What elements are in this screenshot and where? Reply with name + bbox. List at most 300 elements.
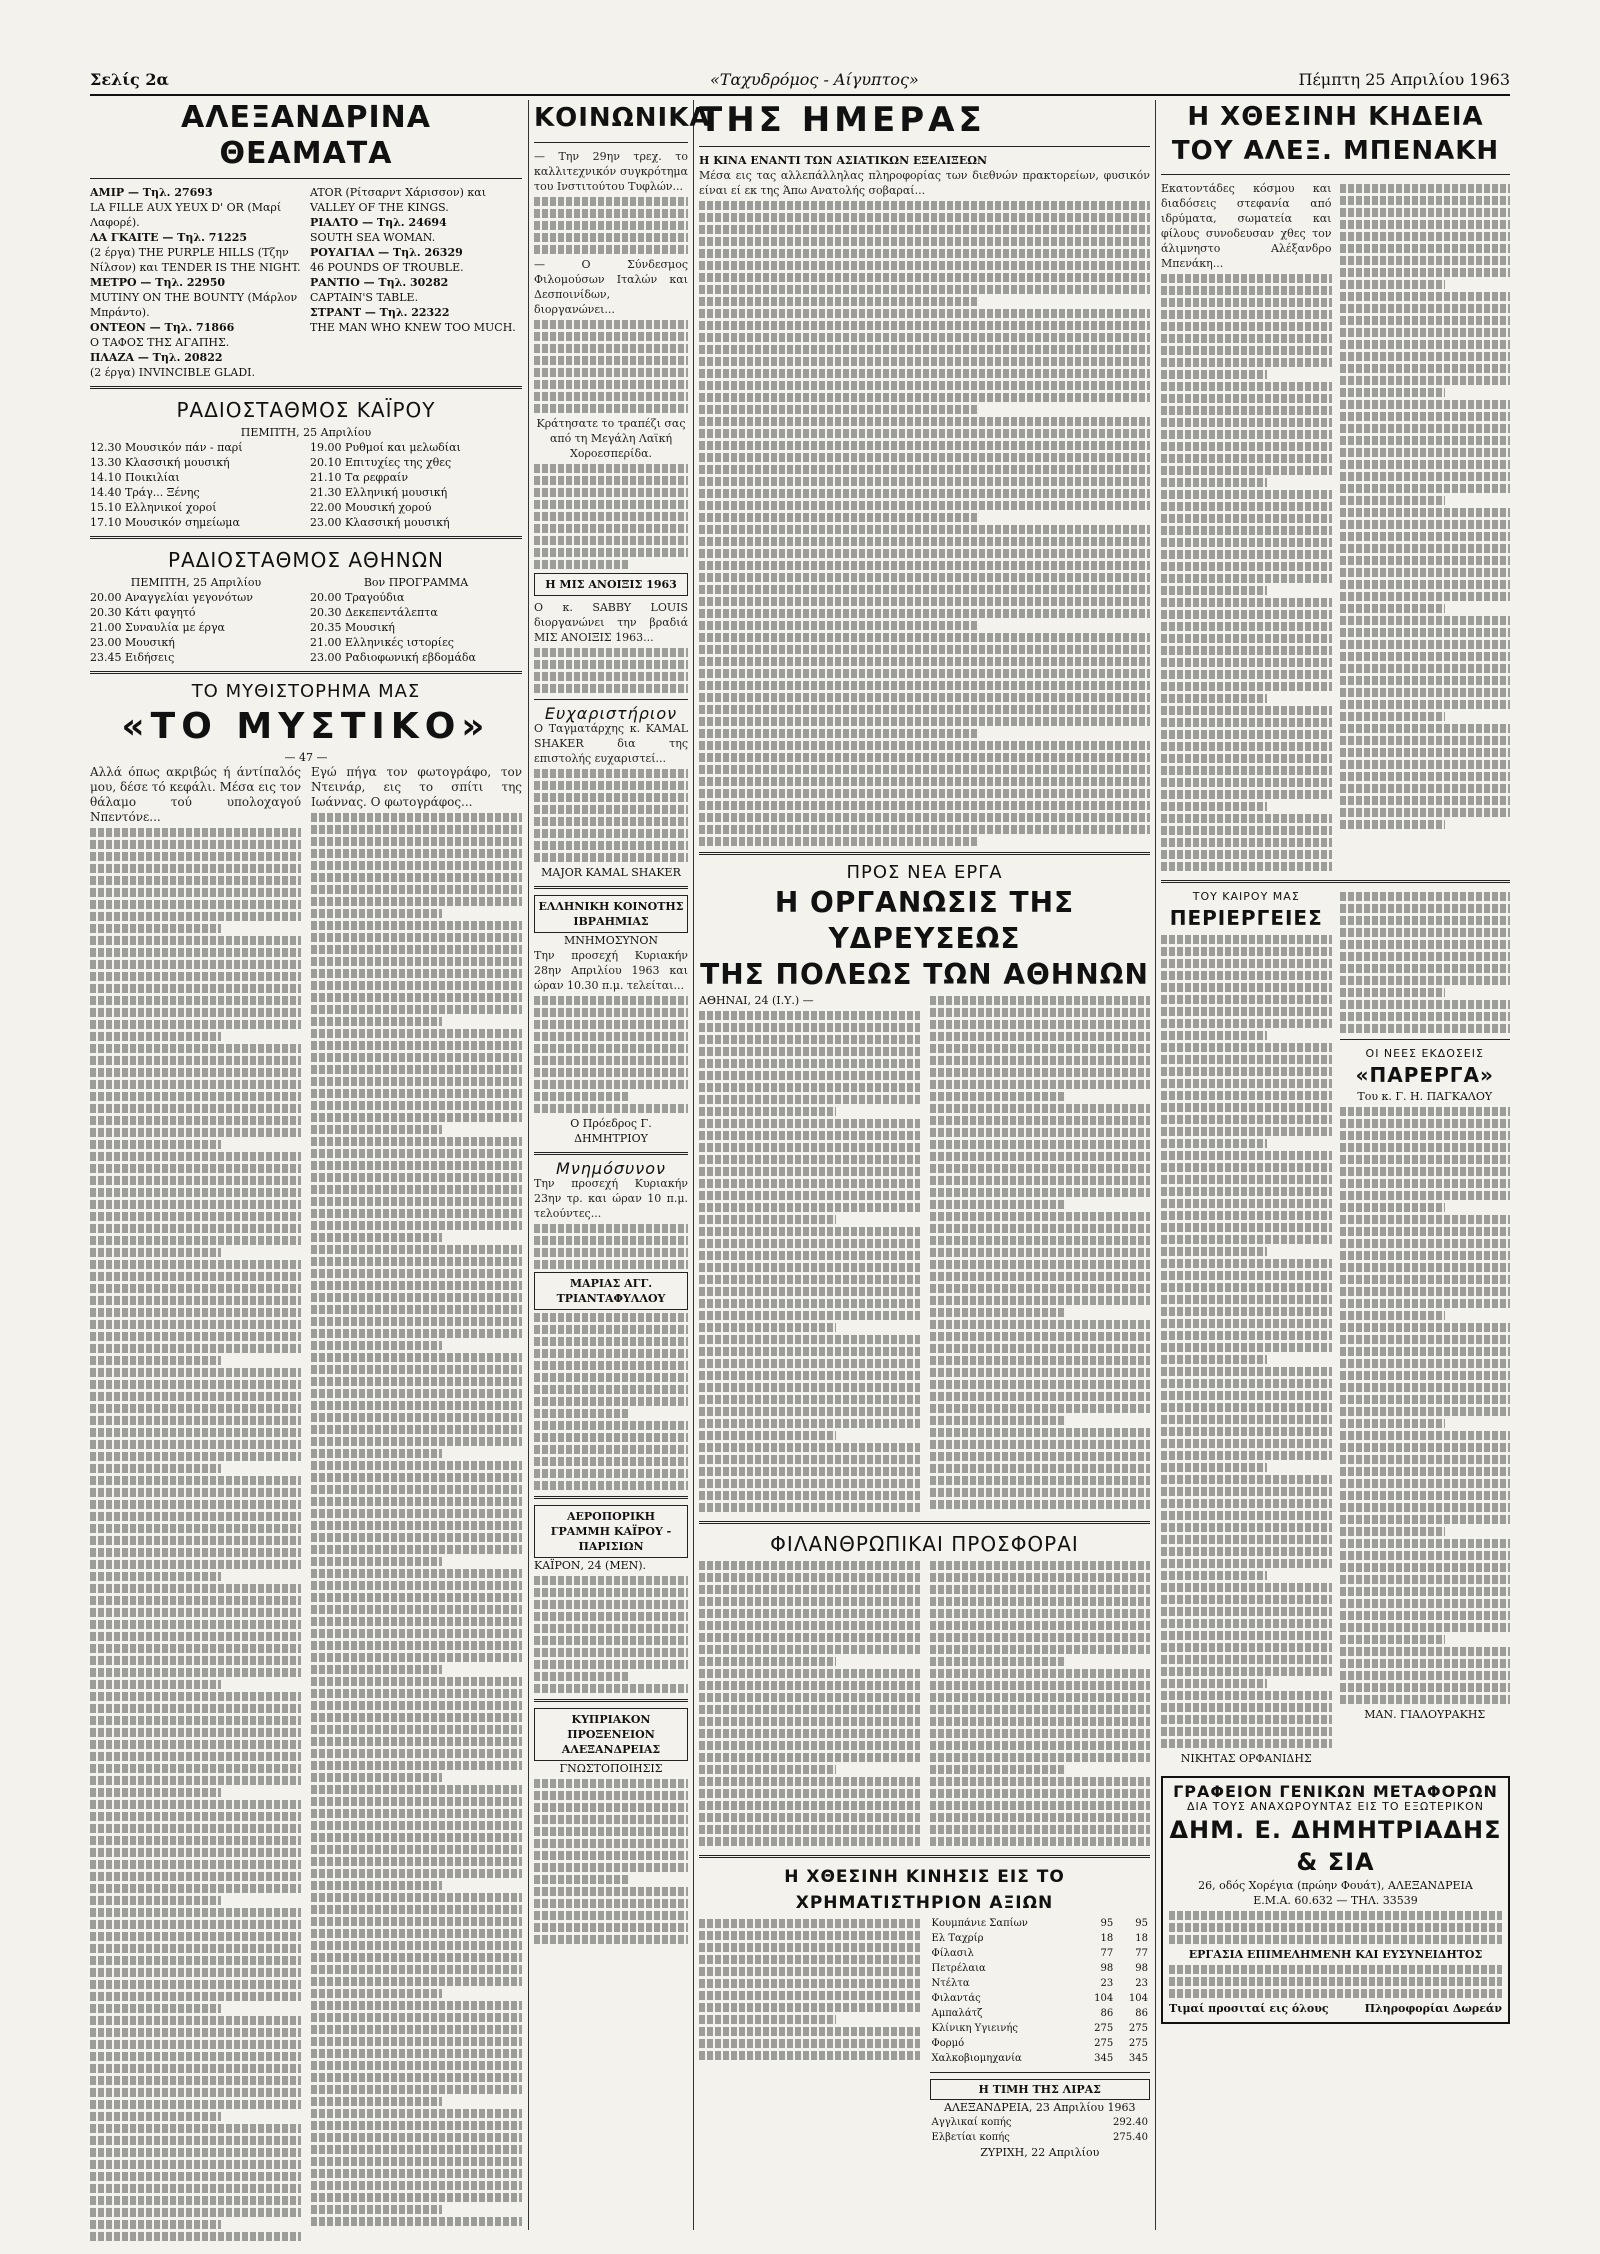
text-line (1161, 1211, 1332, 1220)
text-line (90, 1716, 301, 1725)
community-subtitle: ΜΝΗΜΟΣΥΝΟΝ (563, 934, 659, 947)
text-line (1340, 700, 1511, 709)
text-line (699, 297, 979, 306)
text-line (1169, 1911, 1502, 1920)
text-line (90, 1224, 301, 1233)
text-lines (534, 1224, 688, 1269)
text-line (1340, 1623, 1511, 1632)
text-line (90, 1152, 301, 1161)
text-line (699, 1359, 920, 1368)
theater-entry: ΛΑ ΓΚΑΙΤΕ — Τηλ. 71225 (90, 231, 248, 244)
text-lines (1161, 274, 1332, 871)
exchange-row (930, 1991, 1151, 2006)
text-line (1340, 568, 1511, 577)
text-line (311, 993, 522, 1002)
text-line (1161, 718, 1332, 727)
text-line (534, 1373, 688, 1382)
text-line (1340, 1599, 1511, 1608)
text-line (1340, 772, 1511, 781)
text-line (311, 1521, 522, 1530)
novel-text: Αλλά όπως ακριβώς ή άντίπαλός μου, δέσε τό κεφάλι. Μέσα εις τον θάλαμο τού υπολοχαγού Νπεντόνε... (90, 765, 301, 824)
text-line (699, 1335, 920, 1344)
text-line (1161, 1163, 1332, 1172)
text-line (311, 1905, 522, 1914)
text-line (699, 1609, 920, 1618)
text-line (311, 1485, 522, 1494)
editions-kicker: ΟΙ ΝΕΕΣ ΕΚΔΟΣΕΙΣ (1365, 1047, 1484, 1060)
text-line (699, 237, 1150, 246)
curiosities-kicker: ΤΟΥ ΚΑΙΡΟΥ ΜΑΣ (1192, 890, 1300, 903)
radio-item: 20.10 Επιτυχίες της χθες (310, 456, 452, 469)
text-line (1169, 1977, 1502, 1986)
text-line (311, 945, 522, 954)
radio-cairo-date: ΠΕΜΠΤΗ, 25 Απριλίου (240, 426, 372, 439)
text-line (699, 1503, 920, 1512)
coin-type: Αγγλικαί κοπής (931, 2117, 1012, 2128)
text-line (1340, 1143, 1511, 1152)
radio-item: 15.10 Ελληνικοί χοροί (90, 501, 217, 514)
stock-price: 98 (1135, 1963, 1148, 1974)
text-line (1161, 1643, 1332, 1652)
text-line (930, 1332, 1151, 1341)
text-line (699, 1131, 920, 1140)
text-line (930, 1296, 1151, 1305)
text-line (90, 1476, 301, 1485)
text-line (1161, 935, 1332, 944)
text-line (534, 380, 688, 389)
text-line (311, 921, 522, 930)
text-line (1340, 808, 1511, 817)
text-line (311, 1413, 522, 1422)
text-line (699, 789, 1150, 798)
curiosities-title: ΠΕΡΙΕΡΓΕΙΕΣ (1169, 906, 1323, 930)
text-line (311, 1017, 442, 1026)
text-line (311, 1197, 522, 1206)
text-line (1161, 694, 1267, 703)
news-body: Μέσα εις τας αλλεπάλληλας πληροφορίας των διεθνών πρακτορείων, φυσικόν είναι εί εκ της Άπω Ανατολής σοβαραί... (699, 169, 1150, 197)
text-line (699, 681, 1150, 690)
text-line (1161, 754, 1332, 763)
novel-kicker: ΤΟ ΜΥΘΙΣΤΟΡΗΜΑ ΜΑΣ (191, 681, 421, 702)
text-line (90, 924, 221, 933)
theater-entry: ΜΕΤΡΟ — Τηλ. 22950 (90, 276, 226, 289)
text-line (1340, 1395, 1511, 1404)
text-line (311, 1029, 522, 1038)
text-line (1161, 274, 1332, 283)
text-line (699, 1681, 920, 1690)
text-line (1340, 964, 1511, 973)
text-line (1161, 1739, 1332, 1748)
text-line (90, 2028, 301, 2037)
text-line (534, 1887, 688, 1896)
text-line (311, 909, 442, 918)
text-lines (699, 201, 1150, 846)
text-line (311, 1989, 442, 1998)
text-line (699, 1645, 920, 1654)
text-line (534, 1624, 688, 1633)
text-line (1161, 1727, 1332, 1736)
stock-name: Ντέλτα (931, 1978, 970, 1989)
text-line (1340, 232, 1511, 241)
text-line (1161, 1523, 1332, 1532)
funeral-text: Εκατοντάδες κόσμου και διαδόσεις στεφανία από ιδρύματα, σωματεία και φίλους συνοδευσαν χθες τον άλιμνηστο Αλέξανδρο Μπενάκη... (1161, 182, 1332, 270)
text-line (1161, 322, 1332, 331)
radio-item: 21.30 Ελληνική μουσική (310, 486, 448, 499)
text-line (90, 1848, 301, 1857)
radio-item: 21.00 Ελληνικές ιστορίες (310, 636, 454, 649)
theater-entry: THE MAN WHO KNEW TOO MUCH. (310, 321, 516, 334)
text-line (1340, 1503, 1511, 1512)
theater-entry: ΑΜΙΡ — Τηλ. 27693 (90, 186, 213, 199)
text-line (90, 1776, 301, 1785)
text-line (1161, 550, 1332, 559)
text-lines (699, 1561, 920, 1846)
text-line (699, 1275, 920, 1284)
text-line (534, 1851, 688, 1860)
text-line (1161, 1259, 1332, 1268)
text-line (699, 801, 1150, 810)
text-line (1340, 1167, 1511, 1176)
text-line (699, 729, 979, 738)
text-line (1161, 730, 1332, 739)
coin-price: 292.40 (1113, 2117, 1148, 2128)
text-line (1161, 1715, 1332, 1724)
text-line (1340, 724, 1511, 733)
text-line (311, 1077, 522, 1086)
text-line (699, 501, 1150, 510)
text-line (311, 1221, 522, 1230)
text-line (699, 1753, 920, 1762)
text-line (1161, 1079, 1332, 1088)
text-line (90, 1428, 301, 1437)
text-line (534, 245, 688, 254)
text-line (1169, 1965, 1502, 1974)
text-line (930, 1404, 1151, 1413)
radio-item: 23.00 Ραδιοφωνική εβδομάδα (310, 651, 476, 664)
text-line (534, 1032, 688, 1041)
text-line (311, 1185, 522, 1194)
text-line (1161, 1475, 1332, 1484)
text-line (1340, 1251, 1511, 1260)
text-line (90, 1584, 301, 1593)
text-line (1340, 580, 1511, 589)
text-line (534, 684, 688, 693)
text-line (1340, 532, 1511, 541)
text-line (1340, 1575, 1511, 1584)
text-line (90, 1440, 301, 1449)
text-line (90, 2064, 301, 2073)
text-line (699, 1119, 920, 1128)
funeral-title: Η ΧΘΕΣΙΝΗ ΚΗΔΕΙΑ ΤΟΥ ΑΛΕΞ. ΜΠΕΝΑΚΗ (1171, 102, 1500, 166)
text-line (90, 1800, 301, 1809)
exchange-row (930, 1931, 1151, 1946)
text-line (90, 1404, 301, 1413)
text-line (1340, 1239, 1511, 1248)
text-line (1340, 1287, 1511, 1296)
stock-name: Πετρέλαια (931, 1963, 986, 1974)
text-line (90, 1092, 301, 1101)
text-line (1161, 1619, 1332, 1628)
text-line (699, 1167, 920, 1176)
editions-signature: ΜΑΝ. ΓΙΑΛΟΥΡΑΚΗΣ (1364, 1708, 1486, 1721)
text-line (90, 2172, 301, 2181)
text-line (534, 1325, 688, 1334)
text-line (1161, 1403, 1332, 1412)
text-line (534, 1080, 688, 1089)
text-line (699, 1729, 920, 1738)
text-line (699, 1621, 920, 1630)
text-line (534, 1588, 688, 1597)
text-line (90, 1488, 301, 1497)
text-line (930, 1765, 1067, 1774)
text-line (311, 1809, 522, 1818)
theater-entry: ΣΤΡΑΝΤ — Τηλ. 22322 (310, 306, 450, 319)
text-line (311, 1545, 522, 1554)
theater-entry: ΡΙΑΛΤΟ — Τηλ. 24694 (310, 216, 447, 229)
text-line (311, 1593, 522, 1602)
text-line (1340, 220, 1511, 229)
text-line (699, 1455, 920, 1464)
text-line (311, 2001, 522, 2010)
text-line (311, 1833, 522, 1842)
column-rule (693, 100, 694, 2230)
radio-athens-date: ΠΕΜΠΤΗ, 25 Απριλίου (130, 576, 262, 589)
text-line (311, 1005, 522, 1014)
text-line (534, 476, 688, 485)
text-line (311, 885, 522, 894)
text-line (534, 793, 688, 802)
text-line (534, 1576, 688, 1585)
text-line (930, 1176, 1151, 1185)
text-line (311, 969, 522, 978)
text-line (90, 960, 301, 969)
text-line (699, 1299, 920, 1308)
text-line (90, 1164, 301, 1173)
text-line (1340, 388, 1446, 397)
text-line (1161, 1703, 1332, 1712)
text-line (1340, 184, 1511, 193)
text-line (1340, 1299, 1511, 1308)
text-line (534, 356, 688, 365)
text-line (1161, 286, 1332, 295)
text-line (699, 1693, 920, 1702)
text-line (534, 1044, 688, 1053)
text-line (90, 1692, 301, 1701)
miss-spring-title: Η ΜΙΣ ΑΝΟΙΞΙΣ 1963 (534, 573, 688, 596)
text-line (930, 1669, 1151, 1678)
exchange-title: Η ΧΘΕΣΙΝΗ ΚΙΝΗΣΙΣ ΕΙΣ ΤΟ ΧΡΗΜΑΤΙΣΤΗΡΙΟΝ ΑΞΙΩΝ (784, 1867, 1065, 1913)
text-line (90, 1656, 301, 1665)
text-lines (699, 1011, 920, 1512)
text-line (1340, 304, 1511, 313)
text-line (90, 2040, 301, 2049)
exchange-row (930, 2036, 1151, 2051)
text-line (534, 1008, 688, 1017)
text-line (1161, 1535, 1332, 1544)
text-line (311, 981, 522, 990)
text-line (90, 1056, 301, 1065)
radio-item: 20.30 Δεκεπεντάλεπτα (310, 606, 438, 619)
text-line (90, 864, 301, 873)
stock-price: 77 (1100, 1948, 1114, 1959)
text-line (930, 1729, 1151, 1738)
text-line (930, 1825, 1151, 1834)
charity-title: ΦΙΛΑΝΘΡΩΠΙΚΑΙ ΠΡΟΣΦΟΡΑΙ (770, 1532, 1079, 1556)
text-line (90, 1260, 301, 1269)
stock-name: Φίλασιλ (931, 1948, 974, 1959)
text-line (534, 1600, 688, 1609)
text-line (699, 633, 1150, 642)
text-line (311, 2169, 522, 2178)
text-line (311, 2157, 522, 2166)
text-line (534, 1469, 688, 1478)
text-line (534, 221, 688, 230)
text-line (90, 1548, 301, 1557)
radio-item: 14.40 Τράγ... Ξένης (90, 486, 200, 499)
text-line (930, 1452, 1151, 1461)
text-line (699, 1573, 920, 1582)
text-line (90, 2088, 301, 2097)
text-line (1161, 1451, 1332, 1460)
ad-info: Πληροφορίαι Δωρεάν (1364, 2002, 1502, 2015)
stock-price: 23 (1135, 1978, 1148, 1989)
news-subtitle: Η ΚΙΝΑ ΕΝΑΝΤΙ ΤΩΝ ΑΣΙΑΤΙΚΩΝ ΕΞΕΛΙΞΕΩΝ (699, 154, 988, 167)
text-line (1161, 1655, 1332, 1664)
text-line (311, 933, 522, 942)
text-line (1161, 706, 1332, 715)
text-lines (930, 1561, 1151, 1846)
text-line (534, 197, 688, 206)
text-line (90, 1860, 301, 1869)
text-line (534, 1421, 688, 1430)
text-line (1161, 1439, 1332, 1448)
text-line (311, 1341, 442, 1350)
text-line (311, 1533, 522, 1542)
text-line (1161, 1415, 1332, 1424)
text-line (1340, 1515, 1511, 1524)
radio-athens-schedule (90, 575, 522, 665)
theater-entry: ATOR (Ρίτσαρντ Χάρισσον) και VALLEY OF THE KINGS. (310, 186, 487, 214)
text-line (1340, 1467, 1511, 1476)
theater-entry: Ο ΤΑΦΟΣ ΤΗΣ ΑΓΑΠΗΣ. (90, 336, 230, 349)
text-line (699, 429, 1150, 438)
text-line (930, 1308, 1067, 1317)
radio-item: 19.00 Ρυθμοί και μελωδίαι (310, 441, 461, 454)
text-line (311, 1137, 522, 1146)
text-line (930, 1284, 1151, 1293)
text-line (930, 1609, 1151, 1618)
text-line (1340, 1359, 1511, 1368)
text-line (1340, 1371, 1511, 1380)
text-line (1340, 748, 1511, 757)
column-rule (528, 100, 529, 2230)
text-line (90, 1884, 301, 1893)
left-column (90, 100, 522, 2230)
text-line (1340, 544, 1511, 553)
charity-body (699, 1558, 1150, 1849)
right-column (1161, 100, 1510, 2230)
text-line (1340, 400, 1511, 409)
text-line (311, 897, 522, 906)
theaters-title: ΑΛΕΞΑΝΔΡΙΝΑ ΘΕΑΜΑΤΑ (181, 100, 431, 171)
text-line (311, 1581, 522, 1590)
text-line (1161, 442, 1332, 451)
text-line (1161, 1319, 1332, 1328)
page-number: Σελίς 2α (90, 70, 169, 89)
text-line (1340, 1191, 1511, 1200)
text-line (1340, 1419, 1446, 1428)
text-line (311, 2217, 522, 2226)
text-line (930, 1200, 1067, 1209)
text-lines (534, 1779, 688, 1944)
text-line (534, 1409, 629, 1418)
theater-entry: ΟΝΤΕΟΝ — Τηλ. 71866 (90, 321, 235, 334)
text-line (699, 1155, 920, 1164)
text-line (930, 1320, 1151, 1329)
text-line (1340, 1263, 1511, 1272)
text-line (699, 1251, 920, 1260)
text-line (1161, 1571, 1267, 1580)
text-line (930, 1044, 1151, 1053)
text-line (90, 1296, 301, 1305)
text-line (930, 1789, 1151, 1798)
radio-item: 20.35 Μουσική (310, 621, 395, 634)
text-line (699, 1143, 920, 1152)
text-line (1340, 340, 1511, 349)
novel-body (90, 765, 522, 2244)
text-lines (534, 1313, 688, 1490)
text-line (1340, 1659, 1511, 1668)
text-line (930, 1152, 1151, 1161)
text-line (534, 996, 688, 1005)
text-line (930, 1705, 1151, 1714)
theater-entry: (2 έργα) THE PURPLE HILLS (Τζην Νίλσον) και TENDER IS THE NIGHT. (90, 246, 301, 274)
text-line (90, 1248, 221, 1257)
text-line (1161, 983, 1332, 992)
text-line (311, 1209, 522, 1218)
text-line (1340, 208, 1511, 217)
text-line (311, 2013, 522, 2022)
text-line (90, 1788, 221, 1797)
text-line (90, 1896, 221, 1905)
text-line (534, 488, 688, 497)
text-line (311, 1509, 522, 1518)
text-line (534, 1815, 688, 1824)
text-line (699, 1705, 920, 1714)
text-line (699, 477, 1150, 486)
text-line (1340, 1131, 1511, 1140)
text-line (534, 1337, 688, 1346)
text-line (311, 2049, 522, 2058)
text-line (699, 2027, 920, 2036)
text-line (311, 1641, 522, 1650)
thanks-signature: MAJOR KAMAL SHAKER (541, 866, 681, 879)
stock-name: Ελ Ταχρίρ (931, 1933, 984, 1944)
text-line (1161, 850, 1332, 859)
text-line (1340, 760, 1511, 769)
text-line (1161, 538, 1332, 547)
text-line (534, 648, 688, 657)
text-line (930, 1344, 1151, 1353)
text-line (534, 1636, 688, 1645)
text-line (1161, 1547, 1332, 1556)
text-line (90, 1380, 301, 1389)
text-line (1340, 508, 1511, 517)
text-line (1161, 1139, 1267, 1148)
masthead-rule (90, 94, 1510, 96)
text-line (1161, 1331, 1332, 1340)
text-line (90, 1068, 301, 1077)
